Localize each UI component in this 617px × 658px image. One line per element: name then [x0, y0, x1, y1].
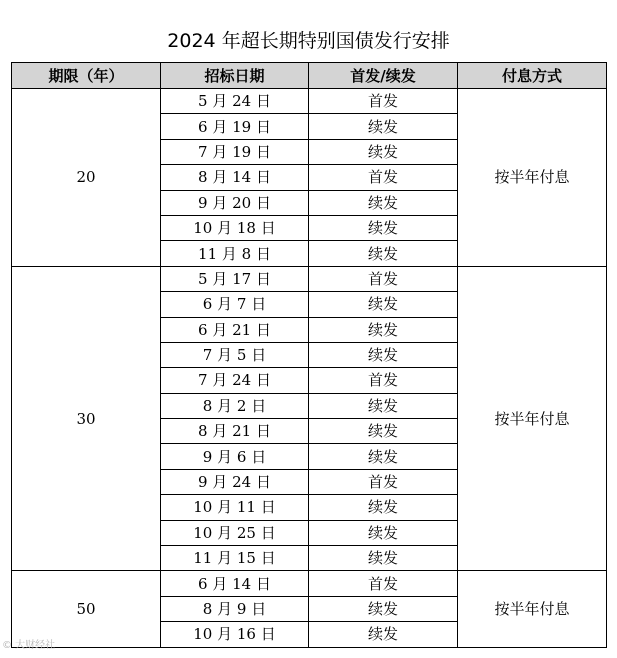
- auction-date-cell: 8 月 21 日: [161, 419, 309, 444]
- auction-date-cell: 10 月 18 日: [161, 215, 309, 240]
- issue-type-cell: 首发: [309, 266, 458, 291]
- issue-type-cell: 首发: [309, 165, 458, 190]
- document-title: 2024 年超长期特别国债发行安排: [167, 30, 450, 52]
- auction-date-cell: 10 月 16 日: [161, 622, 309, 647]
- auction-date-cell: 7 月 5 日: [161, 342, 309, 367]
- issue-type-cell: 续发: [309, 393, 458, 418]
- issue-type-cell: 续发: [309, 317, 458, 342]
- auction-date-cell: 7 月 24 日: [161, 368, 309, 393]
- auction-date-cell: 8 月 2 日: [161, 393, 309, 418]
- table-row: [12, 266, 607, 291]
- issue-type-cell: 续发: [309, 241, 458, 266]
- term-cell: 20: [12, 89, 161, 267]
- issue-type-cell: 续发: [309, 114, 458, 139]
- auction-date-cell: 7 月 19 日: [161, 139, 309, 164]
- watermark-logo: © 大财经社: [2, 640, 56, 651]
- term-cell: 30: [12, 266, 161, 571]
- auction-date-cell: 10 月 11 日: [161, 495, 309, 520]
- header-payment-method: 付息方式: [458, 63, 607, 89]
- auction-date-cell: 6 月 19 日: [161, 114, 309, 139]
- auction-date-cell: 6 月 7 日: [161, 292, 309, 317]
- header-auction-date: 招标日期: [161, 63, 309, 89]
- term-cell: 50: [12, 571, 161, 647]
- issue-type-cell: 首发: [309, 469, 458, 494]
- header-issue-type: 首发/续发: [309, 63, 458, 89]
- issue-type-cell: 续发: [309, 546, 458, 571]
- issue-type-cell: 续发: [309, 622, 458, 647]
- issue-type-cell: 首发: [309, 571, 458, 596]
- header-term: 期限（年）: [12, 63, 161, 89]
- issue-type-cell: 续发: [309, 419, 458, 444]
- table-body: [12, 89, 607, 648]
- auction-date-cell: 9 月 24 日: [161, 469, 309, 494]
- auction-date-cell: 5 月 17 日: [161, 266, 309, 291]
- issue-type-cell: 续发: [309, 215, 458, 240]
- auction-date-cell: 8 月 9 日: [161, 596, 309, 621]
- issue-type-cell: 续发: [309, 596, 458, 621]
- payment-method-cell: 按半年付息: [458, 571, 607, 647]
- auction-date-cell: 8 月 14 日: [161, 165, 309, 190]
- issue-type-cell: 续发: [309, 139, 458, 164]
- auction-date-cell: 11 月 15 日: [161, 546, 309, 571]
- issue-type-cell: 续发: [309, 444, 458, 469]
- auction-date-cell: 6 月 14 日: [161, 571, 309, 596]
- auction-date-cell: 10 月 25 日: [161, 520, 309, 545]
- auction-date-cell: 6 月 21 日: [161, 317, 309, 342]
- issue-type-cell: 续发: [309, 495, 458, 520]
- auction-date-cell: 9 月 20 日: [161, 190, 309, 215]
- issue-type-cell: 续发: [309, 520, 458, 545]
- table-row: [12, 89, 607, 114]
- auction-date-cell: 9 月 6 日: [161, 444, 309, 469]
- issue-type-cell: 续发: [309, 292, 458, 317]
- issue-type-cell: 续发: [309, 342, 458, 367]
- auction-date-cell: 5 月 24 日: [161, 89, 309, 114]
- issuance-schedule-table: [11, 62, 607, 648]
- auction-date-cell: 11 月 8 日: [161, 241, 309, 266]
- payment-method-cell: 按半年付息: [458, 266, 607, 571]
- issue-type-cell: 续发: [309, 190, 458, 215]
- table-header-row: [12, 63, 607, 89]
- issue-type-cell: 首发: [309, 368, 458, 393]
- issue-type-cell: 首发: [309, 89, 458, 114]
- payment-method-cell: 按半年付息: [458, 89, 607, 267]
- table-row: [12, 571, 607, 596]
